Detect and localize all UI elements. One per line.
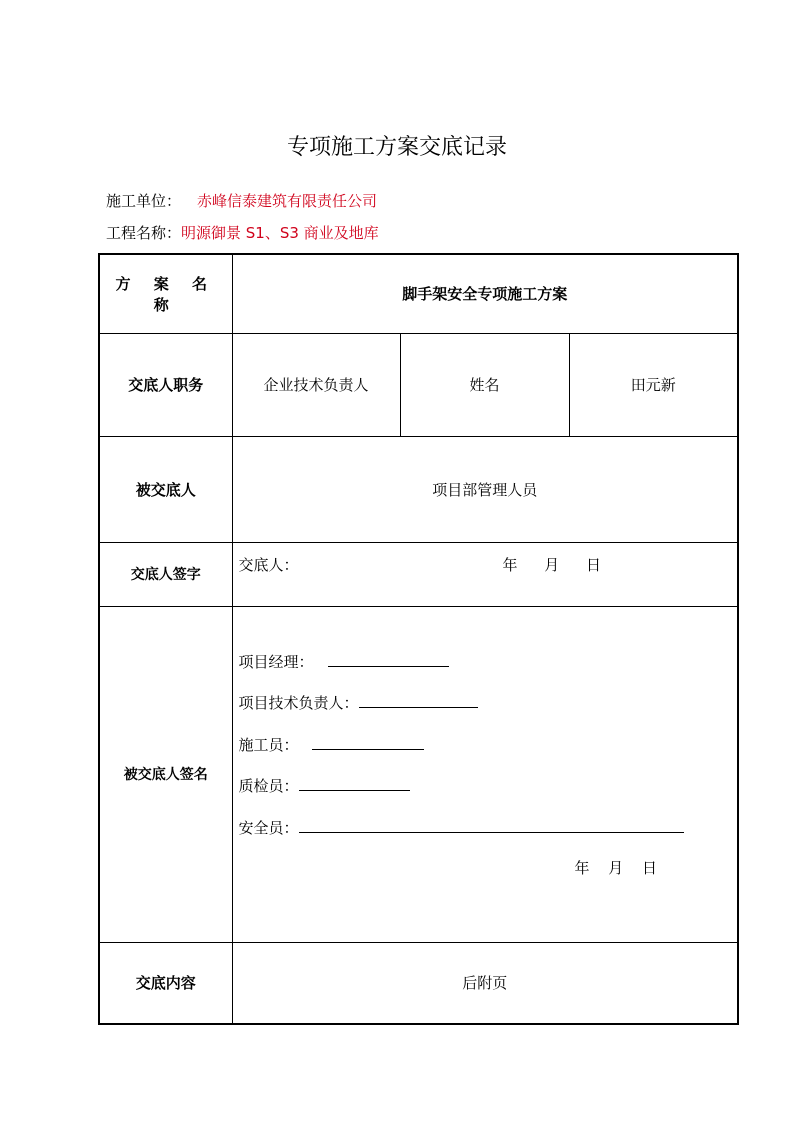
construction-unit-value: 赤峰信泰建筑有限责任公司	[197, 192, 378, 210]
signature-row-safety-officer[interactable]	[239, 817, 684, 838]
signature-row-quality-inspector[interactable]	[239, 775, 410, 796]
signature-line[interactable]	[299, 776, 410, 791]
project-name-line	[106, 223, 379, 243]
signature-line[interactable]	[312, 735, 424, 750]
signature-row-technical-lead[interactable]	[239, 692, 478, 713]
row-discloser-signature	[99, 542, 738, 606]
discloser-signature-cell[interactable]	[232, 542, 738, 606]
signature-label: 项目经理：	[238, 652, 314, 671]
signature-label: 施工员：	[238, 735, 299, 754]
construction-unit-label: 施工单位：	[106, 192, 182, 210]
name-label: 姓名	[400, 333, 569, 436]
signature-line[interactable]	[328, 652, 449, 667]
construction-unit-line	[106, 191, 377, 211]
content-label: 交底内容	[99, 942, 232, 1024]
plan-name-label: 方 案 名 称	[99, 254, 232, 333]
recipient-signature-date: 年 月 日	[574, 858, 658, 877]
signature-row-constructor[interactable]	[239, 734, 424, 755]
signature-line[interactable]	[299, 818, 684, 833]
row-content	[99, 942, 738, 1024]
disclosure-record-table	[98, 253, 739, 1025]
row-recipient-signatures	[99, 606, 738, 942]
project-name-label: 工程名称：	[106, 224, 182, 242]
content-value: 后附页	[232, 942, 738, 1024]
discloser-signature-date: 年 月 日	[502, 555, 602, 574]
discloser-signature-field-label: 交底人：	[238, 555, 299, 574]
recipient-signature-cell	[232, 606, 738, 942]
row-plan-name	[99, 254, 738, 333]
recipient-signature-label: 被交底人签名	[99, 606, 232, 942]
signature-line[interactable]	[359, 693, 478, 708]
signature-label: 质检员：	[238, 776, 299, 795]
row-recipient	[99, 436, 738, 542]
plan-name-value: 脚手架安全专项施工方案	[232, 254, 738, 333]
signature-row-project-manager[interactable]	[239, 651, 449, 672]
signature-label: 安全员：	[238, 818, 299, 837]
signature-label: 项目技术负责人：	[238, 693, 359, 712]
recipient-value: 项目部管理人员	[232, 436, 738, 542]
project-name-value: 明源御景 S1、S3 商业及地库	[181, 224, 379, 242]
discloser-signature-label: 交底人签字	[99, 542, 232, 606]
discloser-position-value: 企业技术负责人	[232, 333, 400, 436]
document-title: 专项施工方案交底记录	[286, 135, 507, 160]
recipient-label: 被交底人	[99, 436, 232, 542]
name-value: 田元新	[569, 333, 738, 436]
row-discloser-position	[99, 333, 738, 436]
discloser-position-label: 交底人职务	[99, 333, 232, 436]
